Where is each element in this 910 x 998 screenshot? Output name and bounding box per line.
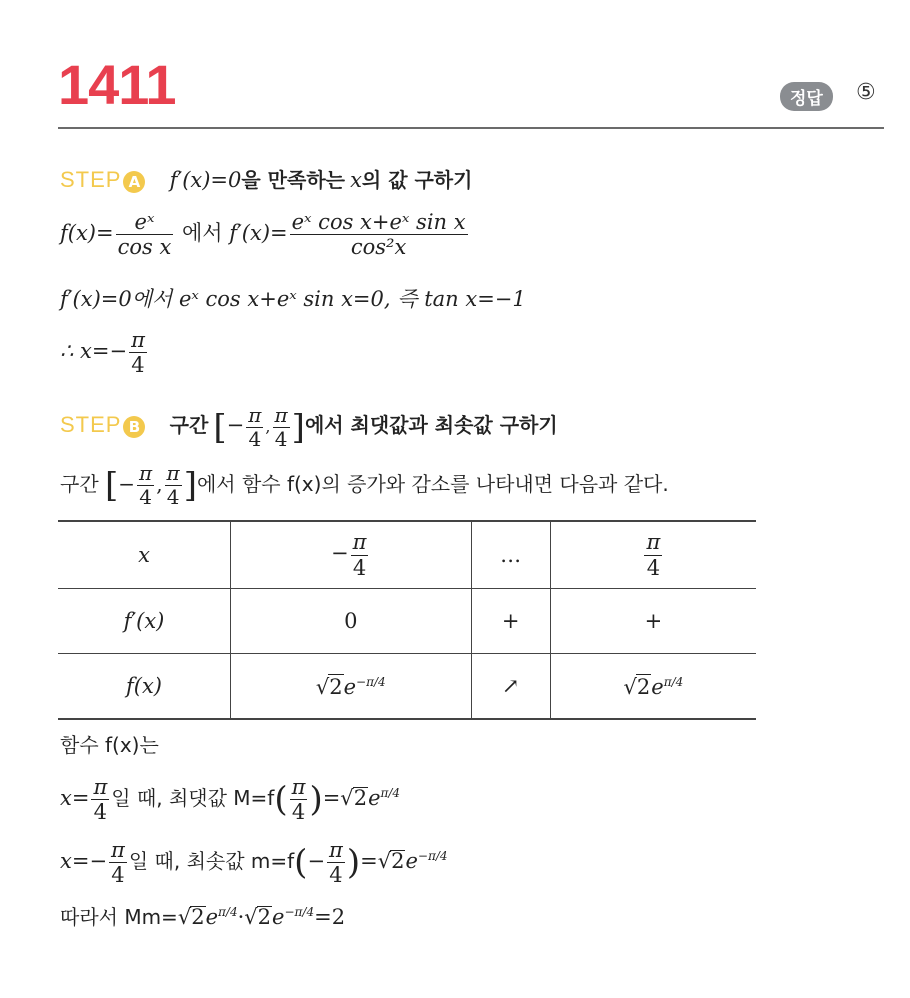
- fx-expr: f(x)=: [60, 221, 114, 246]
- table-cell: [550, 521, 756, 589]
- c4-pre: 따라서 Mm=: [60, 905, 178, 929]
- step-b-heading: STEP B 구간 [− $\frac{\pi}{4}$ , $\frac{\pi}{4}$ ]에서 최댓값과 최솟값 구하기: [60, 403, 558, 451]
- l4-post: 에서 함수 f(x)의 증가와 감소를 나타내면 다음과 같다.: [196, 472, 669, 496]
- pi: π: [352, 530, 367, 555]
- step-a-badge: A: [123, 171, 145, 193]
- frac2-num: eˣ cos x+eˣ sin x: [291, 210, 466, 234]
- l4-frac2: [165, 462, 182, 509]
- table-cell: +: [550, 589, 756, 654]
- solution-line: [60, 328, 149, 377]
- bracket-close: ]: [291, 407, 305, 448]
- frac1-num: eˣ: [116, 210, 174, 235]
- step-b-label: STEP: [60, 412, 122, 437]
- variation-table: [58, 520, 756, 720]
- table-cell: x: [58, 521, 231, 589]
- table-cell: f(x): [58, 654, 231, 720]
- step-a-heading: [60, 164, 472, 193]
- four: 4: [139, 485, 152, 509]
- pi: π: [139, 461, 153, 485]
- four: 4: [352, 555, 367, 580]
- pi-over-4: [91, 775, 109, 824]
- fraction-1: [116, 210, 174, 259]
- four: 4: [131, 353, 145, 378]
- table-cell: +: [471, 589, 550, 654]
- conclusion-intro: 함수 f(x)는: [60, 733, 159, 757]
- pi: π: [111, 838, 125, 862]
- neg-pi-over-4: [109, 838, 127, 887]
- min-line: x=− $\frac{\pi}{4}$ 일 때, 최솟값 m=f(− $\frac{\pi}{4}$ )$=√2e^{-\pi/4}$: [60, 838, 448, 888]
- x-equals: ∴ x=−: [60, 339, 128, 364]
- table-row: [58, 521, 756, 589]
- pi: π: [93, 775, 108, 799]
- pi: π: [248, 403, 262, 427]
- c4-post: =2: [314, 905, 346, 929]
- fpx-expr: f′(x)=: [229, 221, 288, 246]
- table-cell: $√2e^{\pi/4}$: [550, 654, 756, 720]
- c2-pre: x=: [60, 786, 90, 811]
- table-cell: $√2e^{-\pi/4}$: [231, 654, 472, 720]
- l4-frac1: [137, 462, 154, 509]
- step-a-x: x: [350, 168, 362, 192]
- frac1-den: cos x: [117, 235, 172, 260]
- pi: π: [274, 403, 288, 427]
- step-b-badge: B: [123, 416, 145, 438]
- four: 4: [93, 800, 108, 825]
- step-a-end: 의 값 구하기: [361, 168, 473, 192]
- table-cell: − $\frac{\pi}{4}$: [231, 521, 472, 589]
- table-cell: ↗: [471, 654, 550, 720]
- bracket-open: [: [105, 465, 119, 506]
- l4-pre: 구간: [60, 472, 99, 496]
- bracket-open: [: [213, 407, 227, 448]
- four: 4: [166, 485, 180, 509]
- pi: π: [329, 838, 343, 862]
- derivative-line: [60, 210, 470, 259]
- bracket-close: ]: [183, 465, 197, 506]
- step-a-fx: f′(x)=0: [169, 168, 242, 192]
- neg-pi-over-4: [129, 328, 147, 377]
- table-row: [58, 589, 756, 654]
- four: 4: [291, 800, 306, 825]
- answer-badge: 정답: [780, 82, 833, 111]
- b-frac1: [246, 404, 263, 451]
- step-a-label: STEP: [60, 167, 122, 192]
- step-b-pre: 구간: [169, 413, 209, 437]
- fraction-2: [290, 210, 468, 259]
- header-divider: [58, 127, 884, 129]
- frac2-den: cos²x: [350, 235, 407, 260]
- table-row: [58, 654, 756, 720]
- problem-number: 1411: [58, 53, 176, 116]
- four: 4: [646, 555, 661, 580]
- four: 4: [329, 863, 343, 888]
- pi: π: [166, 461, 180, 485]
- max-line: x= $\frac{\pi}{4}$ 일 때, 최댓값 M=f( $\frac{\pi}{4}$ )$=√2e^{\pi/4}$: [60, 775, 401, 825]
- four: 4: [248, 427, 262, 451]
- table-cell: f′(x): [58, 589, 231, 654]
- c3-mid: 일 때, 최솟값 m=f: [128, 849, 295, 874]
- product-line: 따라서 $Mm=√2e^{\pi/4}\cdot√2e^{-\pi/4}=2$: [60, 905, 346, 929]
- tan-line: f′(x)=0에서 eˣ cos x+eˣ sin x=0, 즉 tan x=−1: [60, 287, 526, 311]
- interval-line: 구간 [− $\frac{\pi}{4}$ , $\frac{\pi}{4}$ ]에서 함수 f(x)의 증가와 감소를 나타내면 다음과 같다.: [60, 461, 669, 509]
- c3-pre: x=−: [60, 849, 108, 874]
- pi: π: [646, 530, 661, 555]
- l1-mid: 에서: [175, 221, 230, 246]
- answer-value: ⑤: [856, 80, 876, 105]
- four: 4: [274, 427, 288, 451]
- pi: π: [131, 328, 145, 352]
- four: 4: [111, 863, 125, 888]
- pi: π: [291, 775, 306, 799]
- step-a-mid: 을 만족하는: [241, 168, 345, 192]
- b-frac2: [273, 404, 290, 451]
- table-cell: …: [471, 521, 550, 589]
- table-cell: 0: [231, 589, 472, 654]
- c2-mid: 일 때, 최댓값 M=f: [111, 786, 275, 811]
- step-b-post: 에서 최댓값과 최솟값 구하기: [304, 413, 558, 437]
